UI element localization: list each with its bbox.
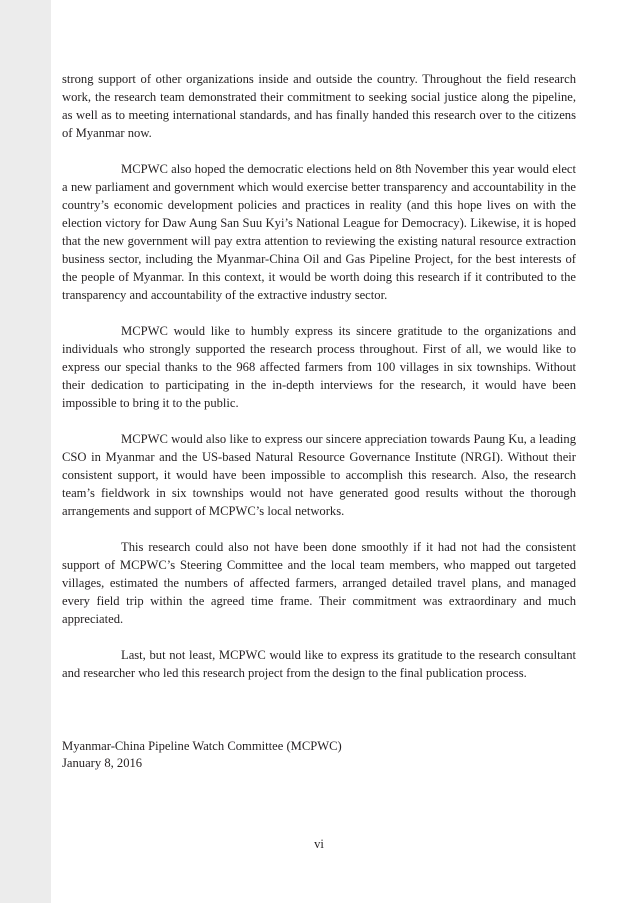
signature-organization: Myanmar-China Pipeline Watch Committee (MCPWC) [62, 739, 342, 753]
left-margin-strip [0, 0, 51, 903]
paragraph-steering-committee: This research could also not have been done smoothly if it had not had the consistent support of MCPWC’s Steering Committee and the local team members, who mapped out targeted villages, estimated the numbers of affected farmers, arranged detailed travel plans, and managed every field trip within the agreed time frame. Their commitment was extraordinary and much appreciated. [62, 540, 576, 626]
page-number: vi [314, 837, 324, 851]
paragraph-continuation: strong support of other organizations inside and outside the country. Throughout the field research work, the research team demonstrated their commitment to seeking social justice along the pipeline, as well as to meeting international standards, and has finally handed this research over to the citizens of Myanmar now. [62, 72, 576, 140]
signature-date: January 8, 2016 [62, 756, 143, 770]
paragraph-elections: MCPWC also hoped the democratic elections held on 8th November this year would elect a new parliament and government which would exercise better transparency and accountability in the country’s economic development policies and practices in reality (and this hope lives on with the election victory for Daw Aung San Suu Kyi’s National League for Democracy). Likewise, it is hoped that the new government will pay extra attention to reviewing the existing natural resource extraction business sector, including the Myanmar-China Oil and Gas Pipeline Project, for the best interests of the people of Myanmar. In this context, it would be worth doing this research if it contributed to the transparency and accountability of the extractive industry sector. [62, 162, 576, 302]
body-text [62, 70, 576, 700]
paragraph-researchers: Last, but not least, MCPWC would like to express its gratitude to the research consultant and researcher who led this research project from the design to the final publication process. [62, 648, 576, 680]
signature-block [62, 738, 342, 772]
paragraph-appreciation-partners: MCPWC would also like to express our sincere appreciation towards Paung Ku, a leading CSO in Myanmar and the US-based Natural Resource Governance Institute (NRGI). Without their consistent support, it would have been impossible to accomplish this research. Also, the research team’s fieldwork in six townships would not have generated good results without the thorough arrangements and support of MCPWC’s local networks. [62, 432, 576, 518]
paragraph-gratitude-farmers: MCPWC would like to humbly express its sincere gratitude to the organizations and individuals who strongly supported the research process throughout. First of all, we would like to express our special thanks to the 968 affected farmers from 100 villages in six townships. Without their dedication to participating in the in-depth interviews for the research, it would have been impossible to bring it to the public. [62, 324, 576, 410]
